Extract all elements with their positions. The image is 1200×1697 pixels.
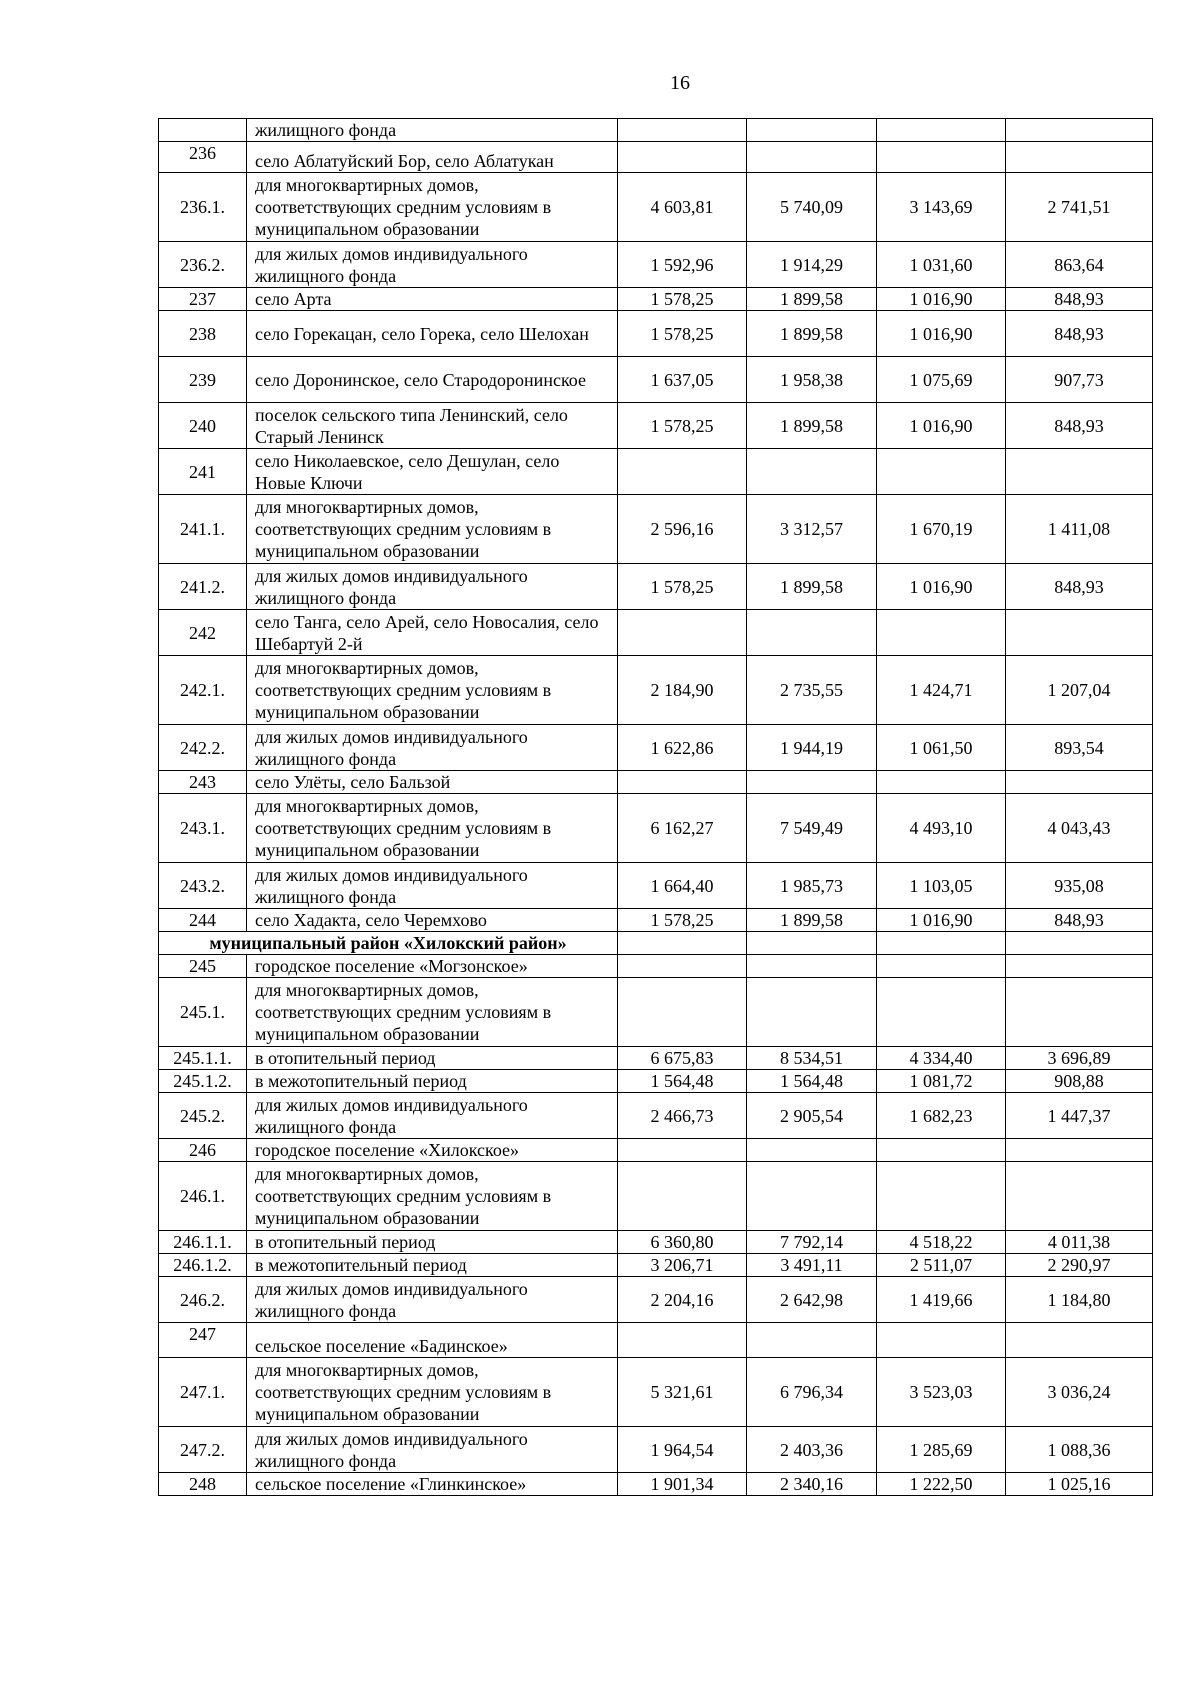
table-row (159, 119, 1153, 142)
row-number: 243 (159, 771, 247, 794)
value-col2: 1 899,58 (747, 311, 877, 357)
value-col1 (618, 449, 747, 495)
row-name: село Горекацан, село Горека, село Шелохан (247, 311, 618, 357)
row-name: для жилых домов индивидуального жилищного фонда (247, 725, 618, 771)
value-col3: 1 285,69 (877, 1427, 1006, 1473)
table-row (159, 1047, 1153, 1070)
value-col2: 1 899,58 (747, 288, 877, 311)
value-col4 (1006, 978, 1153, 1047)
value-col1 (618, 610, 747, 656)
value-col2 (747, 771, 877, 794)
value-col4: 3 036,24 (1006, 1358, 1153, 1427)
value-col2 (747, 142, 877, 173)
table-row (159, 1070, 1153, 1093)
row-name: жилищного фонда (247, 119, 618, 142)
value-col1: 1 592,96 (618, 242, 747, 288)
value-col4: 1 025,16 (1006, 1473, 1153, 1496)
value-col1 (618, 932, 747, 955)
value-col3 (877, 1323, 1006, 1358)
table-row (159, 288, 1153, 311)
table-row (159, 1473, 1153, 1496)
table-row (159, 242, 1153, 288)
value-col2: 7 549,49 (747, 794, 877, 863)
value-col3 (877, 119, 1006, 142)
table-row (159, 771, 1153, 794)
value-col1: 6 360,80 (618, 1231, 747, 1254)
value-col1: 1 578,25 (618, 564, 747, 610)
value-col3: 1 016,90 (877, 288, 1006, 311)
table-row (159, 863, 1153, 909)
table-row (159, 794, 1153, 863)
row-number: 236.2. (159, 242, 247, 288)
row-number: 245.1.1. (159, 1047, 247, 1070)
row-name: поселок сельского типа Ленинский, село Старый Ленинск (247, 403, 618, 449)
value-col1 (618, 955, 747, 978)
value-col3: 1 016,90 (877, 311, 1006, 357)
value-col4 (1006, 1162, 1153, 1231)
value-col3 (877, 142, 1006, 173)
page-number: 16 (670, 72, 690, 94)
value-col4: 848,93 (1006, 564, 1153, 610)
value-col2: 2 905,54 (747, 1093, 877, 1139)
table-row (159, 1139, 1153, 1162)
value-col2: 5 740,09 (747, 173, 877, 242)
value-col4 (1006, 1139, 1153, 1162)
value-col2 (747, 1139, 877, 1162)
row-number: 243.1. (159, 794, 247, 863)
value-col3 (877, 1162, 1006, 1231)
row-number: 245.1. (159, 978, 247, 1047)
row-name: для жилых домов индивидуального жилищного фонда (247, 564, 618, 610)
table-row (159, 725, 1153, 771)
row-name: для многоквартирных домов, соответствующих средним условиям в муниципальном образовании (247, 794, 618, 863)
row-name: сельское поселение «Глинкинское» (247, 1473, 618, 1496)
row-name: село Аблатуйский Бор, село Аблатукан (247, 142, 618, 173)
row-number: 246 (159, 1139, 247, 1162)
value-col2: 1 985,73 (747, 863, 877, 909)
value-col2 (747, 610, 877, 656)
value-col1 (618, 1162, 747, 1231)
value-col4 (1006, 1323, 1153, 1358)
table-row (159, 1162, 1153, 1231)
row-name: для жилых домов индивидуального жилищного фонда (247, 1093, 618, 1139)
row-number: 236 (159, 142, 247, 173)
section-row (159, 932, 1153, 955)
row-number: 244 (159, 909, 247, 932)
value-col1 (618, 1139, 747, 1162)
value-col2: 1 899,58 (747, 909, 877, 932)
table-row (159, 656, 1153, 725)
value-col1: 6 675,83 (618, 1047, 747, 1070)
value-col2: 2 403,36 (747, 1427, 877, 1473)
value-col1: 4 603,81 (618, 173, 747, 242)
value-col1: 2 466,73 (618, 1093, 747, 1139)
row-name: в отопительный период (247, 1231, 618, 1254)
value-col3 (877, 610, 1006, 656)
value-col4: 908,88 (1006, 1070, 1153, 1093)
value-col4: 1 207,04 (1006, 656, 1153, 725)
table-row (159, 564, 1153, 610)
value-col1: 3 206,71 (618, 1254, 747, 1277)
row-number: 242 (159, 610, 247, 656)
row-name: село Николаевское, село Дешулан, село Новые Ключи (247, 449, 618, 495)
value-col1: 2 596,16 (618, 495, 747, 564)
value-col1: 2 204,16 (618, 1277, 747, 1323)
section-title: муниципальный район «Хилокский район» (159, 932, 618, 955)
value-col1: 1 564,48 (618, 1070, 747, 1093)
value-col4 (1006, 610, 1153, 656)
table-row (159, 1323, 1153, 1358)
row-name: для многоквартирных домов, соответствующих средним условиям в муниципальном образовании (247, 978, 618, 1047)
value-col4 (1006, 771, 1153, 794)
value-col3: 1 016,90 (877, 909, 1006, 932)
row-number: 236.1. (159, 173, 247, 242)
value-col4: 1 184,80 (1006, 1277, 1153, 1323)
row-name: село Доронинское, село Стародоронинское (247, 357, 618, 403)
value-col4: 3 696,89 (1006, 1047, 1153, 1070)
value-col2: 1 958,38 (747, 357, 877, 403)
value-col2: 1 944,19 (747, 725, 877, 771)
row-name: в межотопительный период (247, 1070, 618, 1093)
value-col4: 2 741,51 (1006, 173, 1153, 242)
row-name: для жилых домов индивидуального жилищного фонда (247, 1427, 618, 1473)
value-col2: 8 534,51 (747, 1047, 877, 1070)
row-name: в отопительный период (247, 1047, 618, 1070)
value-col4: 848,93 (1006, 403, 1153, 449)
row-name: сельское поселение «Бадинское» (247, 1323, 618, 1358)
value-col1 (618, 978, 747, 1047)
value-col4: 893,54 (1006, 725, 1153, 771)
value-col3: 3 523,03 (877, 1358, 1006, 1427)
value-col3 (877, 978, 1006, 1047)
value-col1 (618, 119, 747, 142)
row-number: 238 (159, 311, 247, 357)
value-col4: 907,73 (1006, 357, 1153, 403)
table-row (159, 978, 1153, 1047)
row-name: для многоквартирных домов, соответствующих средним условиям в муниципальном образовании (247, 656, 618, 725)
value-col3: 1 075,69 (877, 357, 1006, 403)
row-number: 247 (159, 1323, 247, 1358)
row-name: для многоквартирных домов, соответствующих средним условиям в муниципальном образовании (247, 173, 618, 242)
value-col1: 6 162,27 (618, 794, 747, 863)
value-col4: 2 290,97 (1006, 1254, 1153, 1277)
value-col2: 7 792,14 (747, 1231, 877, 1254)
value-col1: 1 901,34 (618, 1473, 747, 1496)
table-row (159, 1277, 1153, 1323)
value-col3: 1 016,90 (877, 564, 1006, 610)
table-row (159, 495, 1153, 564)
row-number: 242.1. (159, 656, 247, 725)
value-col2 (747, 449, 877, 495)
value-col4: 935,08 (1006, 863, 1153, 909)
value-col2 (747, 1162, 877, 1231)
row-name: село Хадакта, село Черемхово (247, 909, 618, 932)
value-col3: 1 031,60 (877, 242, 1006, 288)
value-col2: 6 796,34 (747, 1358, 877, 1427)
table-row (159, 1427, 1153, 1473)
row-name: для жилых домов индивидуального жилищного фонда (247, 242, 618, 288)
row-number: 245.1.2. (159, 1070, 247, 1093)
value-col4: 848,93 (1006, 311, 1153, 357)
value-col1: 1 637,05 (618, 357, 747, 403)
value-col3: 4 334,40 (877, 1047, 1006, 1070)
value-col4: 1 447,37 (1006, 1093, 1153, 1139)
value-col1: 2 184,90 (618, 656, 747, 725)
value-col4 (1006, 449, 1153, 495)
row-number: 247.1. (159, 1358, 247, 1427)
table-row (159, 610, 1153, 656)
table-row (159, 909, 1153, 932)
value-col4: 4 043,43 (1006, 794, 1153, 863)
row-name: для жилых домов индивидуального жилищного фонда (247, 1277, 618, 1323)
table-row (159, 955, 1153, 978)
value-col4: 863,64 (1006, 242, 1153, 288)
row-name: село Арта (247, 288, 618, 311)
value-col2 (747, 978, 877, 1047)
table-row (159, 1231, 1153, 1254)
row-number: 248 (159, 1473, 247, 1496)
table-row (159, 311, 1153, 357)
table-row (159, 173, 1153, 242)
value-col4: 1 411,08 (1006, 495, 1153, 564)
value-col1: 1 622,86 (618, 725, 747, 771)
value-col2 (747, 932, 877, 955)
row-number: 243.2. (159, 863, 247, 909)
row-name: для многоквартирных домов, соответствующих средним условиям в муниципальном образовании (247, 1162, 618, 1231)
value-col4: 848,93 (1006, 909, 1153, 932)
value-col1: 1 578,25 (618, 403, 747, 449)
value-col1: 1 578,25 (618, 909, 747, 932)
value-col2 (747, 955, 877, 978)
value-col2 (747, 119, 877, 142)
value-col3: 3 143,69 (877, 173, 1006, 242)
value-col3: 1 424,71 (877, 656, 1006, 725)
row-number: 246.1. (159, 1162, 247, 1231)
value-col3: 1 222,50 (877, 1473, 1006, 1496)
row-number: 241.1. (159, 495, 247, 564)
value-col3: 4 493,10 (877, 794, 1006, 863)
value-col2: 1 899,58 (747, 564, 877, 610)
table-row (159, 357, 1153, 403)
table-row (159, 1254, 1153, 1277)
value-col3: 1 670,19 (877, 495, 1006, 564)
row-name: городское поселение «Могзонское» (247, 955, 618, 978)
value-col2 (747, 1323, 877, 1358)
value-col1 (618, 142, 747, 173)
value-col3 (877, 1139, 1006, 1162)
row-number: 240 (159, 403, 247, 449)
row-number: 246.1.1. (159, 1231, 247, 1254)
value-col3: 4 518,22 (877, 1231, 1006, 1254)
value-col4: 1 088,36 (1006, 1427, 1153, 1473)
value-col3 (877, 955, 1006, 978)
value-col4: 4 011,38 (1006, 1231, 1153, 1254)
row-number: 239 (159, 357, 247, 403)
value-col3: 1 081,72 (877, 1070, 1006, 1093)
value-col1: 1 578,25 (618, 288, 747, 311)
value-col3: 1 682,23 (877, 1093, 1006, 1139)
table-row (159, 1358, 1153, 1427)
value-col1: 1 664,40 (618, 863, 747, 909)
value-col3: 1 016,90 (877, 403, 1006, 449)
table-row (159, 449, 1153, 495)
row-number: 242.2. (159, 725, 247, 771)
row-name: для многоквартирных домов, соответствующих средним условиям в муниципальном образовании (247, 1358, 618, 1427)
row-name: городское поселение «Хилокское» (247, 1139, 618, 1162)
tariff-table (158, 118, 1153, 1496)
value-col4 (1006, 932, 1153, 955)
value-col3: 1 419,66 (877, 1277, 1006, 1323)
value-col2: 2 340,16 (747, 1473, 877, 1496)
row-number: 246.1.2. (159, 1254, 247, 1277)
row-number: 245.2. (159, 1093, 247, 1139)
value-col1: 1 964,54 (618, 1427, 747, 1473)
row-number: 237 (159, 288, 247, 311)
value-col3: 1 061,50 (877, 725, 1006, 771)
value-col2: 1 899,58 (747, 403, 877, 449)
table-row (159, 403, 1153, 449)
value-col2: 1 914,29 (747, 242, 877, 288)
value-col3 (877, 771, 1006, 794)
row-number (159, 119, 247, 142)
value-col4 (1006, 119, 1153, 142)
value-col4: 848,93 (1006, 288, 1153, 311)
value-col1: 5 321,61 (618, 1358, 747, 1427)
value-col1 (618, 771, 747, 794)
value-col2: 2 735,55 (747, 656, 877, 725)
value-col3: 1 103,05 (877, 863, 1006, 909)
row-number: 241.2. (159, 564, 247, 610)
row-number: 246.2. (159, 1277, 247, 1323)
row-number: 245 (159, 955, 247, 978)
row-name: в межотопительный период (247, 1254, 618, 1277)
row-name: для жилых домов индивидуального жилищного фонда (247, 863, 618, 909)
row-name: село Танга, село Арей, село Новосалия, село Шебартуй 2-й (247, 610, 618, 656)
value-col4 (1006, 142, 1153, 173)
value-col4 (1006, 955, 1153, 978)
row-number: 241 (159, 449, 247, 495)
value-col3 (877, 449, 1006, 495)
value-col1 (618, 1323, 747, 1358)
value-col3: 2 511,07 (877, 1254, 1006, 1277)
value-col2: 2 642,98 (747, 1277, 877, 1323)
row-number: 247.2. (159, 1427, 247, 1473)
table-row (159, 142, 1153, 173)
value-col2: 3 312,57 (747, 495, 877, 564)
table-row (159, 1093, 1153, 1139)
value-col3 (877, 932, 1006, 955)
row-name: для многоквартирных домов, соответствующих средним условиям в муниципальном образовании (247, 495, 618, 564)
value-col2: 3 491,11 (747, 1254, 877, 1277)
row-name: село Улёты, село Бальзой (247, 771, 618, 794)
value-col1: 1 578,25 (618, 311, 747, 357)
value-col2: 1 564,48 (747, 1070, 877, 1093)
